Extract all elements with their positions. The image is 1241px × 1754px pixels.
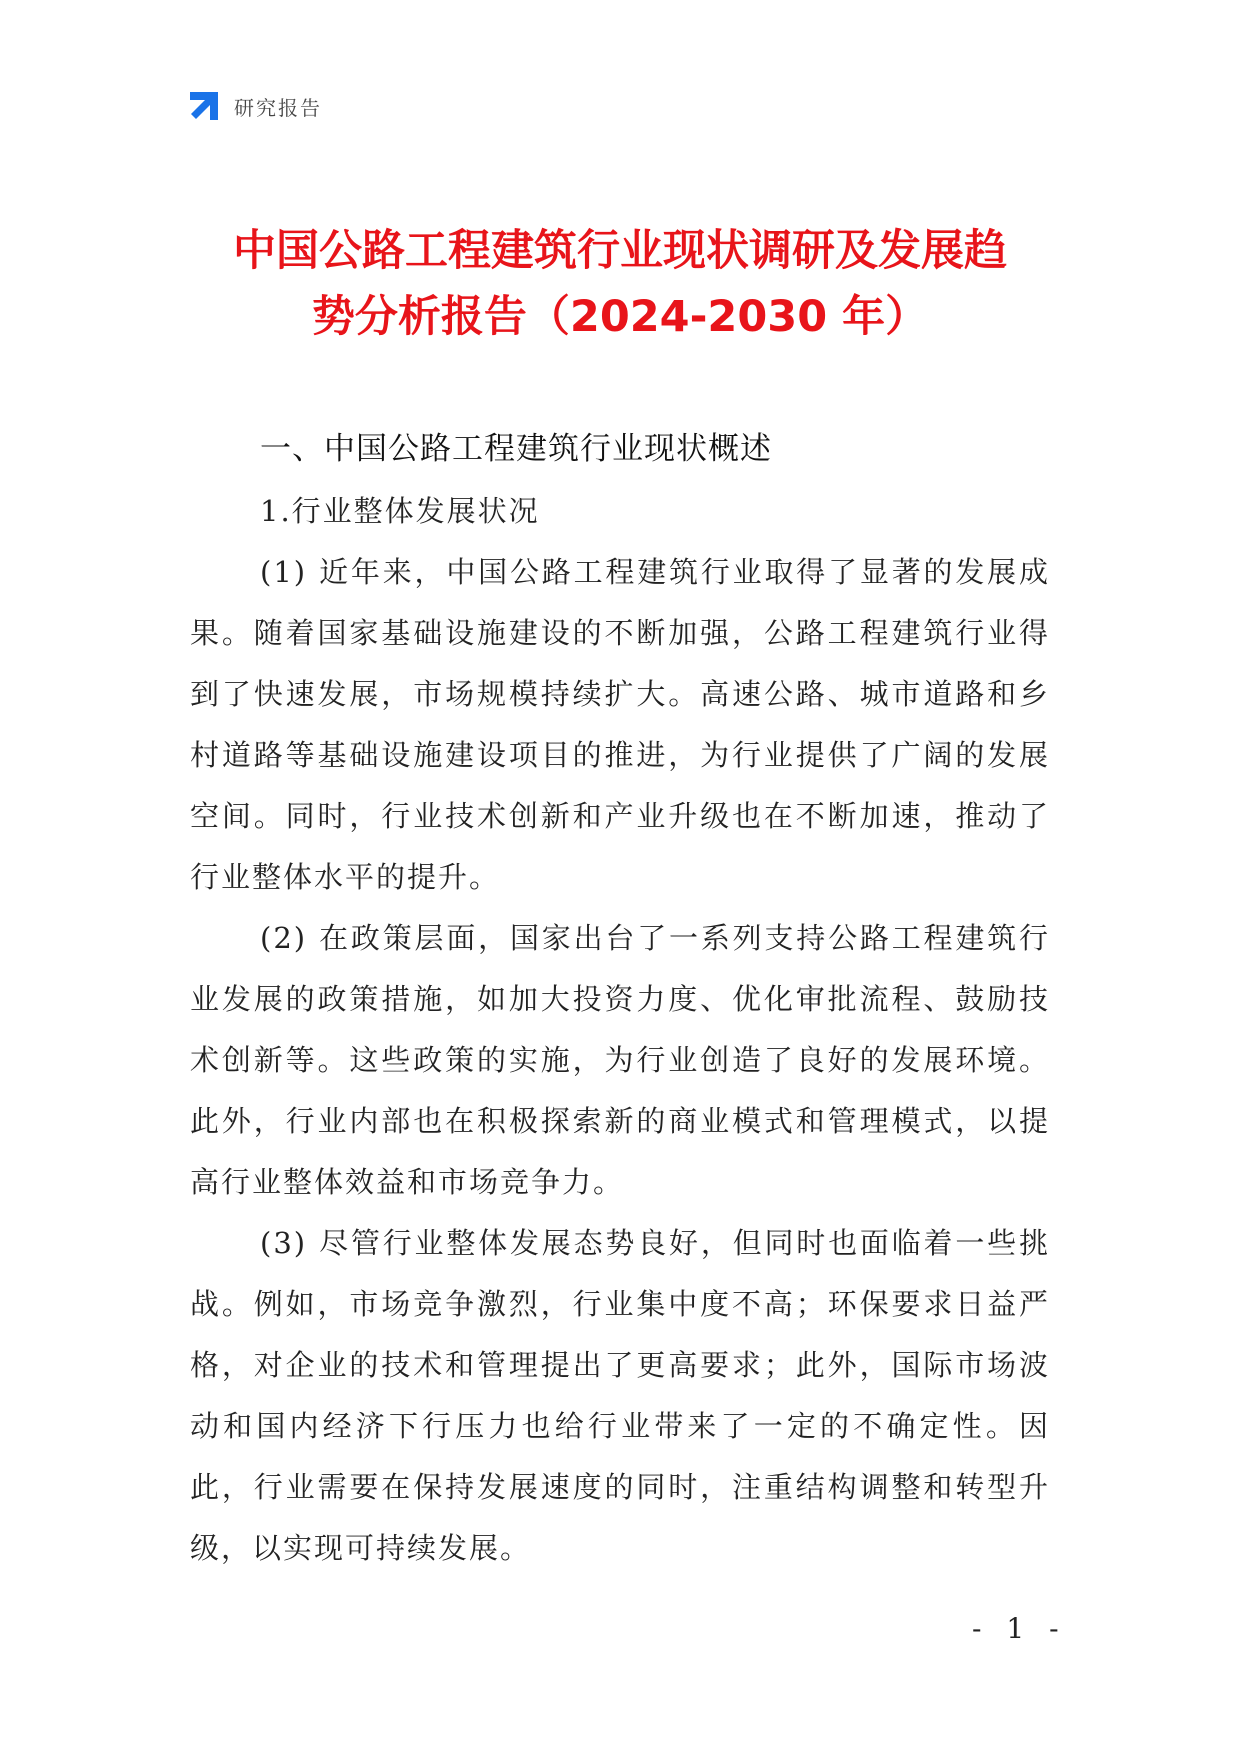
page-number: - 1 -	[972, 1612, 1067, 1645]
title-line-2: 势分析报告（2024-2030 年）	[311, 292, 929, 342]
header-label: 研究报告	[234, 95, 322, 120]
section-heading: 一、中国公路工程建筑行业现状概述	[260, 431, 772, 467]
paragraph-1: (1) 近年来，中国公路工程建筑行业取得了显著的发展成果。随着国家基础设施建设的不断加强，公路工程建筑行业得到了快速发展，市场规模持续扩大。高速公路、城市道路和乡村道路等基础设施建设项目的推进，为行业提供了广阔的发展空间。同时，行业技术创新和产业升级也在不断加速，推动了行业整体水平的提升。	[190, 555, 1050, 894]
sub-heading: 1.行业整体发展状况	[260, 494, 540, 528]
page-header	[188, 88, 322, 124]
paragraph-3: (3) 尽管行业整体发展态势良好，但同时也面临着一些挑战。例如，市场竞争激烈，行业集中度不高；环保要求日益严格，对企业的技术和管理提出了更高要求；此外，国际市场波动和国内经济下行压力也给行业带来了一定的不确定性。因此，行业需要在保持发展速度的同时，注重结构调整和转型升级，以实现可持续发展。	[190, 1226, 1050, 1565]
title-line-1: 中国公路工程建筑行业现状调研及发展趋	[233, 226, 1007, 276]
document-body	[190, 418, 1050, 1579]
document-title	[170, 218, 1070, 350]
paragraph-2: (2) 在政策层面，国家出台了一系列支持公路工程建筑行业发展的政策措施，如加大投资力度、优化审批流程、鼓励技术创新等。这些政策的实施，为行业创造了良好的发展环境。此外，行业内部也在积极探索新的商业模式和管理模式，以提高行业整体效益和市场竞争力。	[190, 921, 1050, 1199]
arrow-up-right-icon	[188, 90, 220, 122]
